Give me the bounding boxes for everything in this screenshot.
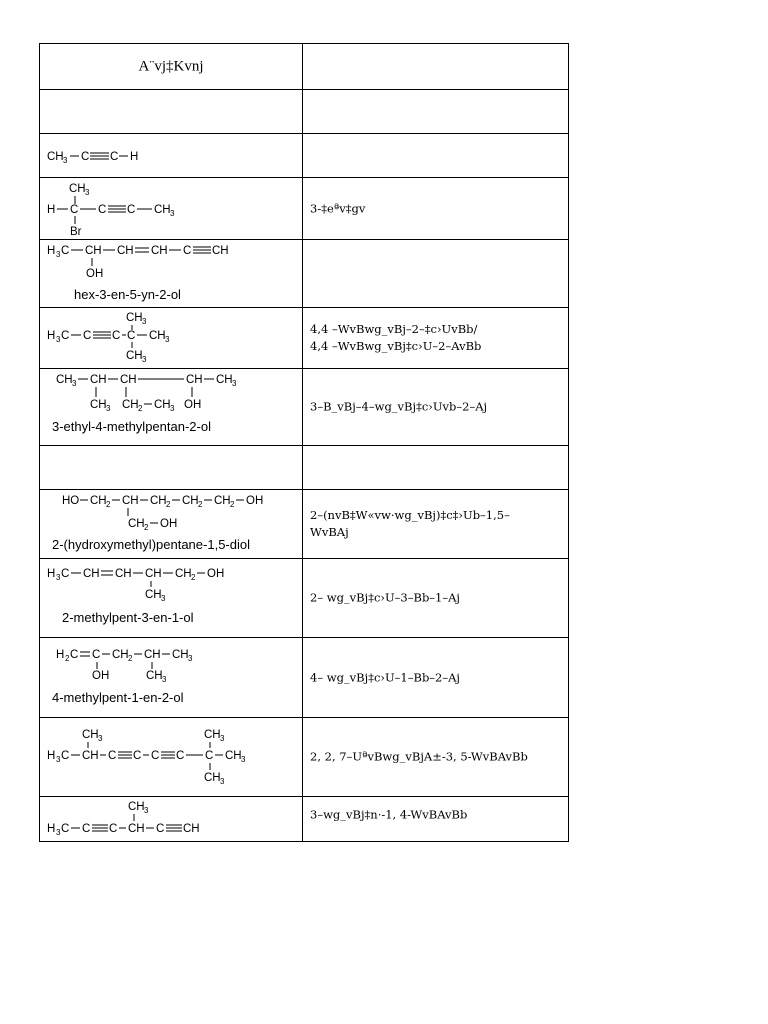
svg-text:H: H xyxy=(130,151,139,163)
svg-text:CH: CH xyxy=(122,495,139,507)
svg-text:3: 3 xyxy=(72,379,77,388)
svg-text:C: C xyxy=(81,151,90,163)
svg-text:2: 2 xyxy=(65,654,70,663)
svg-text:C: C xyxy=(109,823,118,835)
row3-right: 3-‡eªv‡gv xyxy=(310,201,366,215)
structure-bromo xyxy=(40,178,302,240)
table-row-trimethyloctadiyne xyxy=(39,717,569,796)
table-row-ethylmethylpentanol xyxy=(39,368,569,445)
svg-text:CH: CH xyxy=(172,649,189,661)
svg-text:C: C xyxy=(127,330,136,342)
svg-text:OH: OH xyxy=(86,268,104,280)
structure-methylpentenol xyxy=(40,559,302,638)
row10-right: 4– wg_vBj‡c›U–1–Bb–2–Aj xyxy=(310,670,460,684)
svg-text:CH: CH xyxy=(90,374,107,386)
table-row-dimethylpentyne xyxy=(39,307,569,368)
svg-text:CH: CH xyxy=(214,495,231,507)
svg-text:Br: Br xyxy=(70,226,82,238)
svg-text:2: 2 xyxy=(166,500,171,509)
svg-text:3: 3 xyxy=(56,755,61,764)
table-row-hydroxymethylpentanediol xyxy=(39,489,569,558)
column-divider xyxy=(302,369,303,445)
svg-text:3: 3 xyxy=(56,335,61,344)
svg-text:CH: CH xyxy=(112,649,129,661)
svg-text:CH: CH xyxy=(154,204,171,216)
svg-text:C: C xyxy=(70,204,79,216)
svg-text:2: 2 xyxy=(106,500,111,509)
row6-name: 3-ethyl-4-methylpentan-2-ol xyxy=(52,419,211,434)
svg-text:3: 3 xyxy=(56,573,61,582)
table-row-empty-1 xyxy=(39,89,569,133)
svg-text:3: 3 xyxy=(170,404,175,413)
svg-text:CH: CH xyxy=(128,823,145,835)
svg-text:CH: CH xyxy=(149,330,166,342)
svg-text:3: 3 xyxy=(162,675,167,684)
row9-name: 2-methylpent-3-en-1-ol xyxy=(62,610,194,625)
svg-text:C: C xyxy=(183,245,192,257)
row8-right-line1: 2–(nvB‡W«vw·wg_vBj)‡c‡›Ub–1,5– xyxy=(310,508,510,522)
table-row-methylpentenol xyxy=(39,558,569,637)
column-divider xyxy=(302,490,303,558)
row8-name: 2-(hydroxymethyl)pentane-1,5-diol xyxy=(52,537,250,552)
svg-text:CH: CH xyxy=(82,750,99,762)
svg-text:CH: CH xyxy=(117,245,134,257)
svg-text:3: 3 xyxy=(63,156,68,165)
svg-text:C: C xyxy=(127,204,136,216)
svg-text:C: C xyxy=(61,750,70,762)
svg-text:CH: CH xyxy=(128,801,145,813)
column-divider xyxy=(302,240,303,307)
row4-name: hex-3-en-5-yn-2-ol xyxy=(74,287,181,302)
svg-text:CH: CH xyxy=(204,729,221,741)
svg-text:3: 3 xyxy=(220,777,225,786)
svg-text:CH: CH xyxy=(82,729,99,741)
table-row-methylpentenol2 xyxy=(39,637,569,717)
svg-text:CH: CH xyxy=(47,151,64,163)
svg-text:C: C xyxy=(61,245,70,257)
column-divider xyxy=(302,797,303,841)
table-row-propyne xyxy=(39,133,569,177)
row5-right-line1: 4,4 –WvBwg_vBj–2–‡c›UvBb/ xyxy=(310,322,478,336)
svg-text:C: C xyxy=(61,823,70,835)
svg-text:OH: OH xyxy=(160,518,178,530)
svg-text:3: 3 xyxy=(165,335,170,344)
svg-text:CH: CH xyxy=(212,245,229,257)
svg-text:OH: OH xyxy=(92,670,110,682)
structure-methylhexadiyne xyxy=(40,797,302,843)
svg-text:3: 3 xyxy=(144,806,149,815)
svg-text:CH: CH xyxy=(120,374,137,386)
column-divider xyxy=(302,638,303,717)
column-divider xyxy=(302,559,303,637)
svg-text:OH: OH xyxy=(246,495,264,507)
row5-right-line2: 4,4 –WvBwg_vBj‡c›U–2–AvBb xyxy=(310,339,482,353)
svg-text:H: H xyxy=(47,750,56,762)
row5-right xyxy=(310,321,562,355)
svg-text:H: H xyxy=(47,204,56,216)
svg-text:C: C xyxy=(61,568,70,580)
column-divider xyxy=(302,446,303,489)
svg-text:OH: OH xyxy=(207,568,225,580)
svg-text:3: 3 xyxy=(161,594,166,603)
svg-text:3: 3 xyxy=(220,734,225,743)
svg-text:CH: CH xyxy=(144,649,161,661)
svg-text:C: C xyxy=(205,750,214,762)
svg-text:2: 2 xyxy=(138,404,143,413)
column-divider xyxy=(302,134,303,177)
table-header-row xyxy=(39,43,569,89)
svg-text:3: 3 xyxy=(56,250,61,259)
row12-right: 3–wg_vBj‡n·-1, 4-WvBAvBb xyxy=(310,807,468,822)
svg-text:C: C xyxy=(82,823,91,835)
structure-methylpentenol2 xyxy=(40,638,302,718)
svg-text:CH: CH xyxy=(122,399,139,411)
structure-trimethyloctadiyne xyxy=(40,718,302,797)
svg-text:CH: CH xyxy=(175,568,192,580)
svg-text:3: 3 xyxy=(232,379,237,388)
svg-text:OH: OH xyxy=(184,399,202,411)
svg-text:H: H xyxy=(47,823,56,835)
table-row-empty-2 xyxy=(39,445,569,489)
svg-text:CH: CH xyxy=(128,518,145,530)
svg-text:CH: CH xyxy=(186,374,203,386)
row8-right xyxy=(310,507,562,541)
svg-text:CH: CH xyxy=(154,399,171,411)
structure-dimethylpentyne xyxy=(40,308,302,369)
svg-text:2: 2 xyxy=(198,500,203,509)
svg-text:CH: CH xyxy=(85,245,102,257)
svg-text:CH: CH xyxy=(126,312,143,324)
column-divider xyxy=(302,308,303,368)
column-divider xyxy=(302,178,303,239)
row6-right: 3–B_vBj–4–wg_vBj‡c›Uvb–2–Aj xyxy=(310,399,488,414)
svg-text:H: H xyxy=(47,330,56,342)
svg-text:C: C xyxy=(112,330,121,342)
row10-name: 4-methylpent-1-en-2-ol xyxy=(52,690,184,705)
row11-right: 2, 2, 7–UªvBwg_vBjA±-3, 5-WvBAvBb xyxy=(310,749,528,764)
structure-propyne xyxy=(40,134,302,178)
svg-text:CH: CH xyxy=(126,350,143,362)
svg-text:3: 3 xyxy=(56,828,61,837)
svg-text:CH: CH xyxy=(90,399,107,411)
svg-text:CH: CH xyxy=(146,670,163,682)
svg-text:2: 2 xyxy=(230,500,235,509)
header-title: A¨vj‡Kvnj xyxy=(138,58,204,74)
svg-text:2: 2 xyxy=(191,573,196,582)
structure-hydroxymethylpentanediol xyxy=(40,490,302,559)
svg-text:3: 3 xyxy=(170,209,175,218)
svg-text:C: C xyxy=(61,330,70,342)
table-row-bromo xyxy=(39,177,569,239)
svg-text:C: C xyxy=(156,823,165,835)
svg-text:C: C xyxy=(70,649,79,661)
row8-right-line2: WvBAj xyxy=(310,525,349,539)
svg-text:3: 3 xyxy=(188,654,193,663)
svg-text:CH: CH xyxy=(90,495,107,507)
svg-text:C: C xyxy=(98,204,107,216)
svg-text:2: 2 xyxy=(144,523,149,532)
svg-text:C: C xyxy=(133,750,142,762)
svg-text:3: 3 xyxy=(142,355,147,364)
svg-text:CH: CH xyxy=(69,183,86,195)
svg-text:H: H xyxy=(47,245,56,257)
svg-text:CH: CH xyxy=(183,823,200,835)
svg-text:H: H xyxy=(56,649,65,661)
structure-hexenynol xyxy=(40,240,302,308)
structure-ethylmethylpentanol xyxy=(40,369,302,446)
table-row-hexenynol xyxy=(39,239,569,307)
svg-text:H: H xyxy=(47,568,56,580)
svg-text:CH: CH xyxy=(204,772,221,784)
svg-text:C: C xyxy=(92,649,101,661)
svg-text:CH: CH xyxy=(115,568,132,580)
column-divider xyxy=(302,44,303,89)
svg-text:3: 3 xyxy=(98,734,103,743)
svg-text:C: C xyxy=(83,330,92,342)
svg-text:C: C xyxy=(108,750,117,762)
svg-text:CH: CH xyxy=(151,245,168,257)
svg-text:HO: HO xyxy=(62,495,80,507)
column-divider xyxy=(302,90,303,133)
svg-text:CH: CH xyxy=(83,568,100,580)
svg-text:2: 2 xyxy=(128,654,133,663)
svg-text:CH: CH xyxy=(150,495,167,507)
svg-text:3: 3 xyxy=(85,188,90,197)
row9-right: 2– wg_vBj‡c›U–3–Bb–1–Aj xyxy=(310,590,460,605)
table-row-methylhexadiyne xyxy=(39,796,569,842)
svg-text:3: 3 xyxy=(241,755,246,764)
svg-text:C: C xyxy=(110,151,119,163)
svg-text:CH: CH xyxy=(216,374,233,386)
svg-text:C: C xyxy=(151,750,160,762)
svg-text:CH: CH xyxy=(56,374,73,386)
svg-text:CH: CH xyxy=(225,750,242,762)
svg-text:3: 3 xyxy=(142,317,147,326)
svg-text:3: 3 xyxy=(106,404,111,413)
svg-text:CH: CH xyxy=(182,495,199,507)
svg-text:CH: CH xyxy=(145,589,162,601)
svg-text:C: C xyxy=(176,750,185,762)
column-divider xyxy=(302,718,303,796)
svg-text:CH: CH xyxy=(145,568,162,580)
